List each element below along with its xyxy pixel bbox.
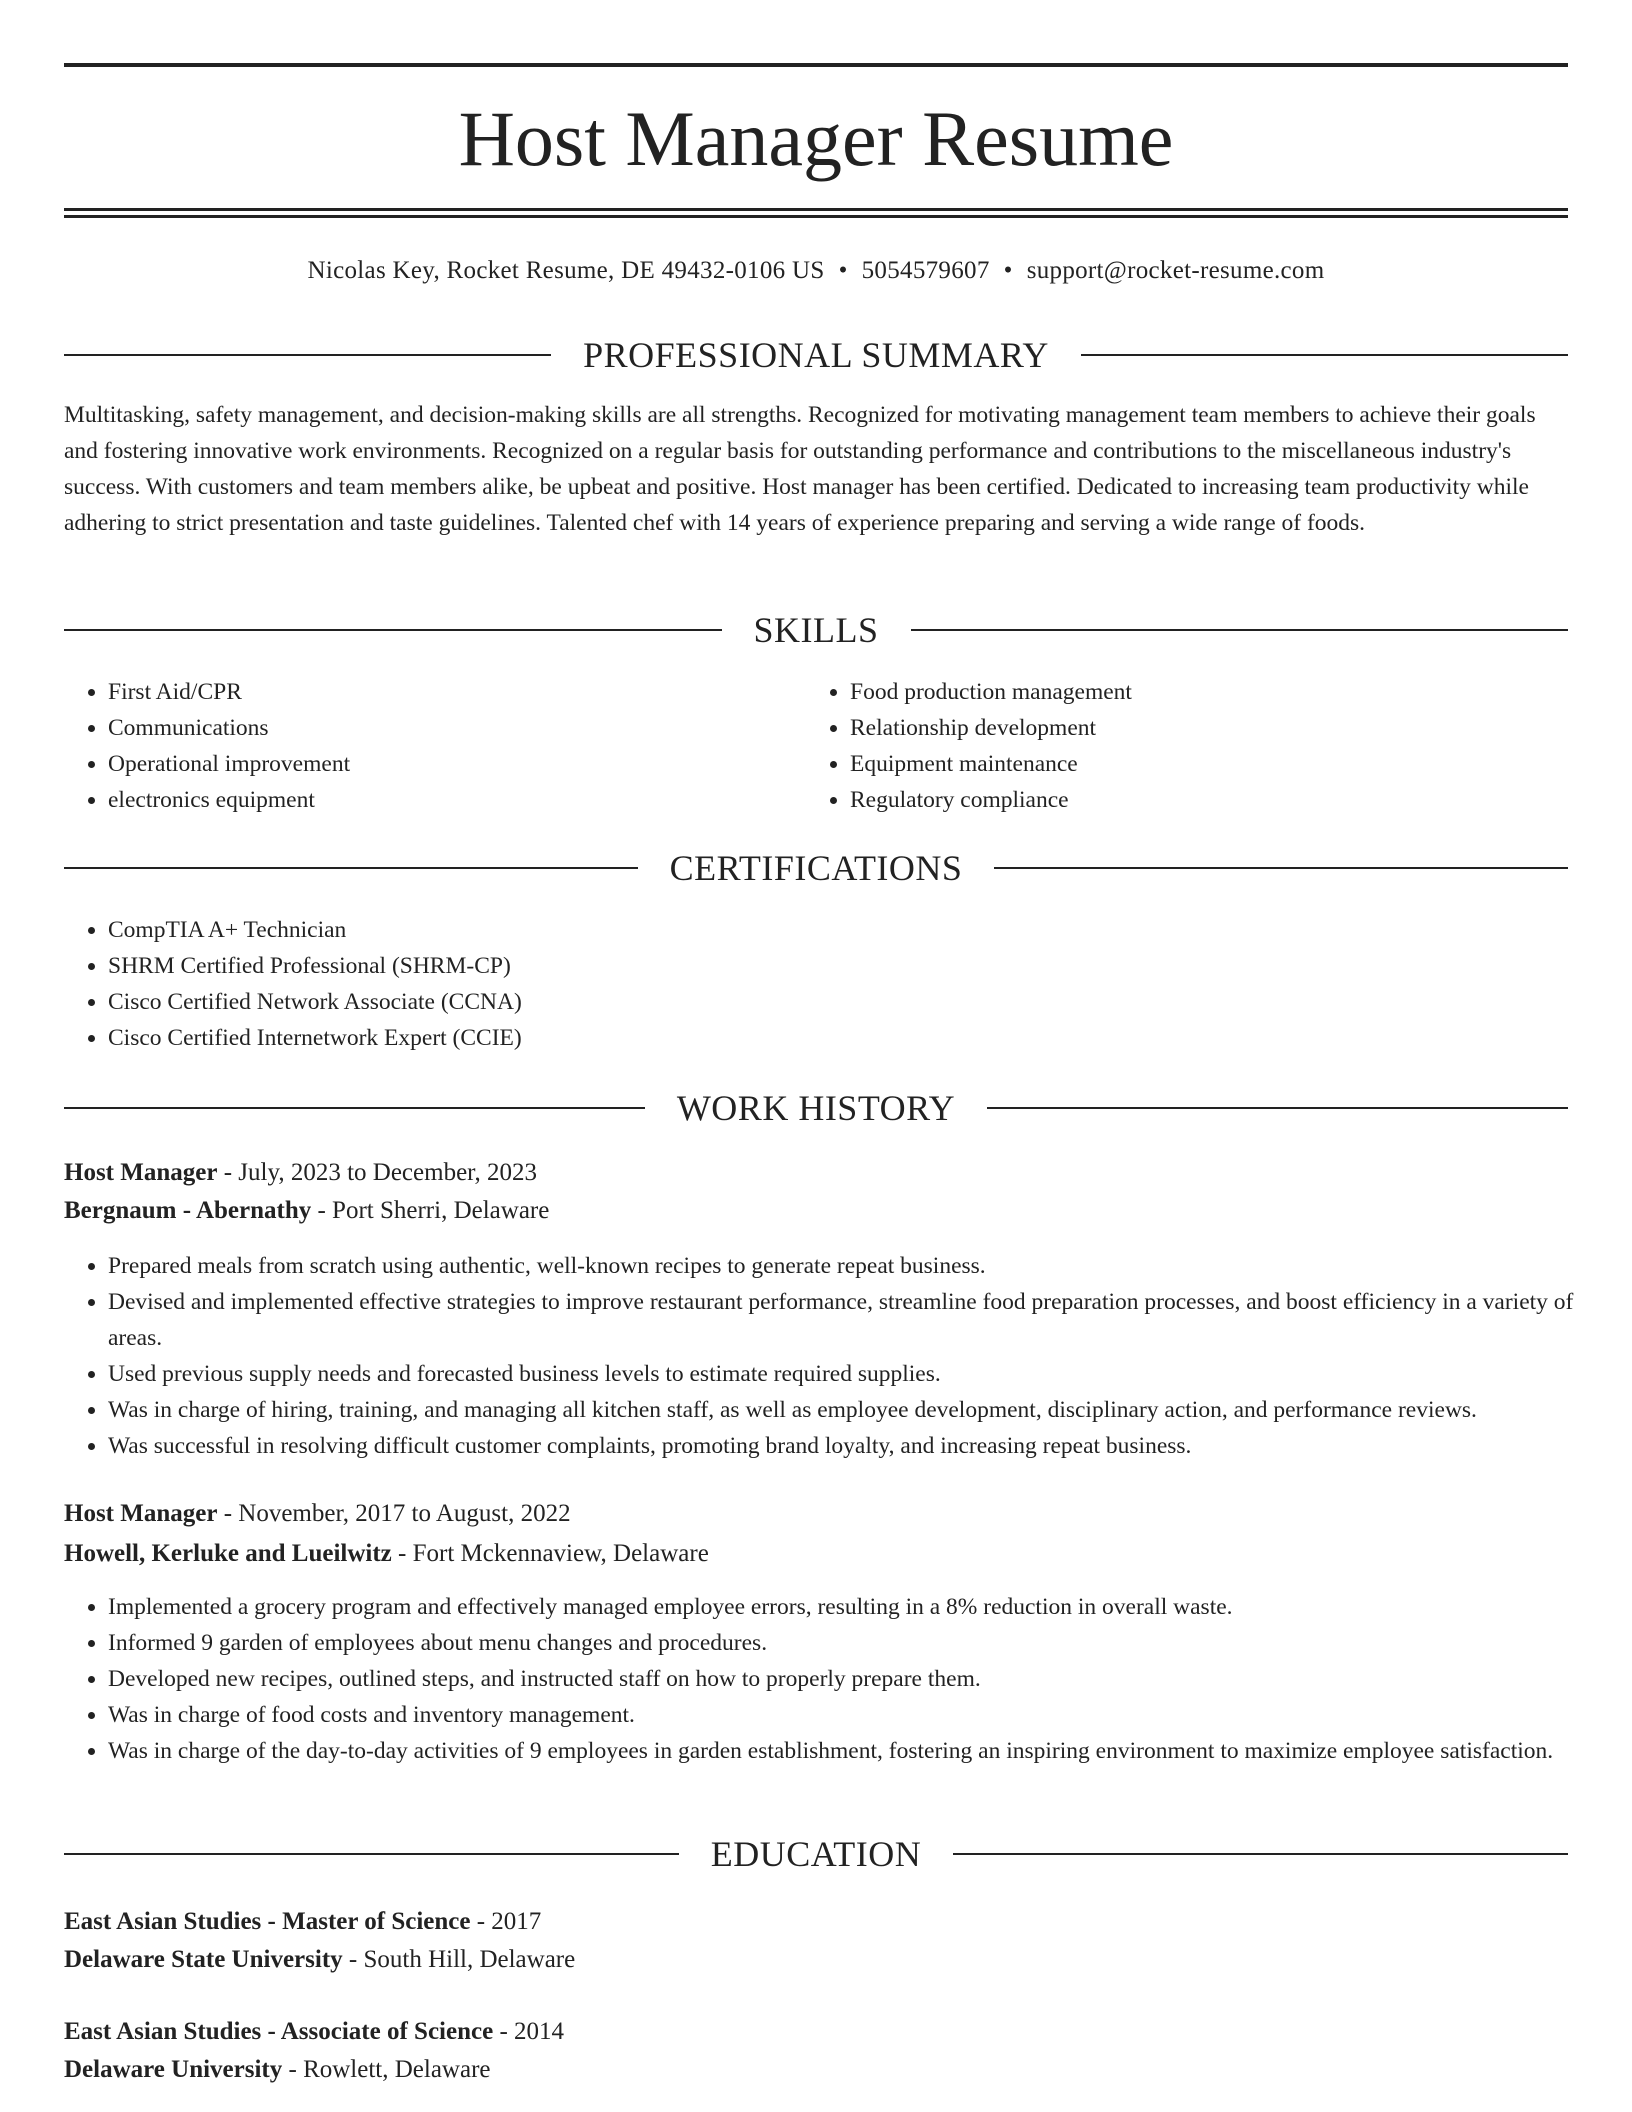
job-role: Host Manager (64, 1500, 218, 1527)
education-location: - South Hill, Delaware (342, 1946, 576, 1973)
skill-item: • Communications (108, 710, 808, 746)
top-rule (64, 63, 1568, 67)
contact-separator: • (1003, 257, 1013, 284)
job-company: Bergnaum - Abernathy (64, 1197, 312, 1224)
contact-line (64, 254, 1568, 288)
heading-rule (953, 1853, 1568, 1855)
page-title: Host Manager Resume (458, 95, 1174, 182)
education-school: Delaware State University (64, 1946, 343, 1973)
contact-address: Nicolas Key, Rocket Resume, DE 49432-0106 US (307, 257, 825, 284)
skill-item: • electronics equipment (108, 782, 808, 818)
job-bullets (64, 1589, 1612, 1769)
job-bullets (64, 1248, 1612, 1464)
job-location: - Port Sherri, Delaware (311, 1197, 550, 1224)
job-title-line (64, 1154, 1568, 1192)
skill-item: • First Aid/CPR (108, 674, 808, 710)
title-double-rule-lower (64, 215, 1568, 218)
skill-item: • Regulatory compliance (850, 782, 1550, 818)
heading-rule (64, 354, 551, 356)
skills-list-right (806, 674, 1550, 818)
certification-item: • Cisco Certified Network Associate (CCNA) (108, 984, 1568, 1020)
work-heading (64, 1086, 1568, 1130)
heading-rule (64, 1853, 679, 1855)
job-bullet: • Implemented a grocery program and effectively managed employee errors, resulting in a 8% reduction in overall waste. (108, 1589, 1612, 1625)
title-double-rule-upper (64, 208, 1568, 211)
summary-text: Multitasking, safety management, and decision-making skills are all strengths. Recognized for motivating management team members to achieve their goals and fostering innovative work environments. Recognized on a regular basis for outstanding performance and contributions to the miscellaneous industry's success. With customers and team members alike, be upbeat and positive. Host manager has been certified. Dedicated to increasing team productivity while adhering to strict presentation and taste guidelines. Talented chef with 14 years of experience preparing and serving a wide range of foods. (64, 402, 1536, 536)
job-company-line (64, 1192, 1568, 1230)
job-role: Host Manager (64, 1159, 218, 1186)
job-company-line (64, 1535, 1568, 1573)
heading-rule (987, 1107, 1568, 1109)
skills-heading-label: SKILLS (753, 610, 879, 650)
job-company: Howell, Kerluke and Lueilwitz (64, 1540, 392, 1567)
education-heading (64, 1832, 1568, 1876)
job-location: - Fort Mckennaview, Delaware (391, 1540, 709, 1567)
heading-rule (994, 867, 1568, 869)
contact-separator: • (838, 257, 848, 284)
heading-rule (1081, 354, 1568, 356)
work-heading-label: WORK HISTORY (676, 1088, 956, 1128)
job-dates: - July, 2023 to December, 2023 (217, 1159, 537, 1186)
summary-heading-label: PROFESSIONAL SUMMARY (583, 335, 1049, 375)
education-school-line (64, 2051, 1568, 2089)
heading-rule (64, 1107, 645, 1109)
job-bullet: • Was in charge of hiring, training, and managing all kitchen staff, as well as employee development, disciplinary action, and performance reviews. (108, 1392, 1612, 1428)
certification-item: • Cisco Certified Internetwork Expert (CCIE) (108, 1020, 1568, 1056)
job-bullet: • Was successful in resolving difficult customer complaints, promoting brand loyalty, and increasing repeat business. (108, 1428, 1612, 1464)
certifications-list (64, 912, 1568, 1056)
job-bullet: • Devised and implemented effective strategies to improve restaurant performance, streamline food preparation processes, and boost efficiency in a variety of areas. (108, 1284, 1612, 1356)
heading-rule (911, 629, 1569, 631)
education-year: - 2017 (470, 1908, 542, 1935)
contact-phone: 5054579607 (861, 257, 990, 284)
skill-item: • Food production management (850, 674, 1550, 710)
summary-heading (64, 333, 1568, 377)
job-bullet: • Was in charge of food costs and inventory management. (108, 1697, 1612, 1733)
skills-list-left (64, 674, 808, 818)
education-location: - Rowlett, Delaware (282, 2056, 491, 2083)
skill-item: • Operational improvement (108, 746, 808, 782)
job-bullet: • Informed 9 garden of employees about menu changes and procedures. (108, 1625, 1612, 1661)
education-heading-label: EDUCATION (710, 1834, 922, 1874)
heading-rule (64, 629, 722, 631)
education-degree: East Asian Studies - Associate of Science (64, 2018, 494, 2045)
education-degree-line (64, 1903, 1568, 1941)
certification-item: • CompTIA A+ Technician (108, 912, 1568, 948)
job-dates: - November, 2017 to August, 2022 (217, 1500, 571, 1527)
education-year: - 2014 (493, 2018, 565, 2045)
job-title-line (64, 1495, 1568, 1533)
education-degree-line (64, 2013, 1568, 2051)
skill-item: • Relationship development (850, 710, 1550, 746)
education-degree: East Asian Studies - Master of Science (64, 1908, 471, 1935)
education-school-line (64, 1941, 1568, 1979)
heading-rule (64, 867, 638, 869)
skill-item: • Equipment maintenance (850, 746, 1550, 782)
job-bullet: • Was in charge of the day-to-day activities of 9 employees in garden establishment, fostering an inspiring environment to maximize employee satisfaction. (108, 1733, 1612, 1769)
certification-item: • SHRM Certified Professional (SHRM-CP) (108, 948, 1568, 984)
job-bullet: • Prepared meals from scratch using authentic, well-known recipes to generate repeat business. (108, 1248, 1612, 1284)
skills-heading (64, 608, 1568, 652)
contact-email: support@rocket-resume.com (1026, 257, 1325, 284)
certifications-heading (64, 846, 1568, 890)
education-school: Delaware University (64, 2056, 283, 2083)
job-bullet: • Used previous supply needs and forecasted business levels to estimate required supplies. (108, 1356, 1612, 1392)
certifications-heading-label: CERTIFICATIONS (669, 848, 963, 888)
job-bullet: • Developed new recipes, outlined steps, and instructed staff on how to properly prepare them. (108, 1661, 1612, 1697)
